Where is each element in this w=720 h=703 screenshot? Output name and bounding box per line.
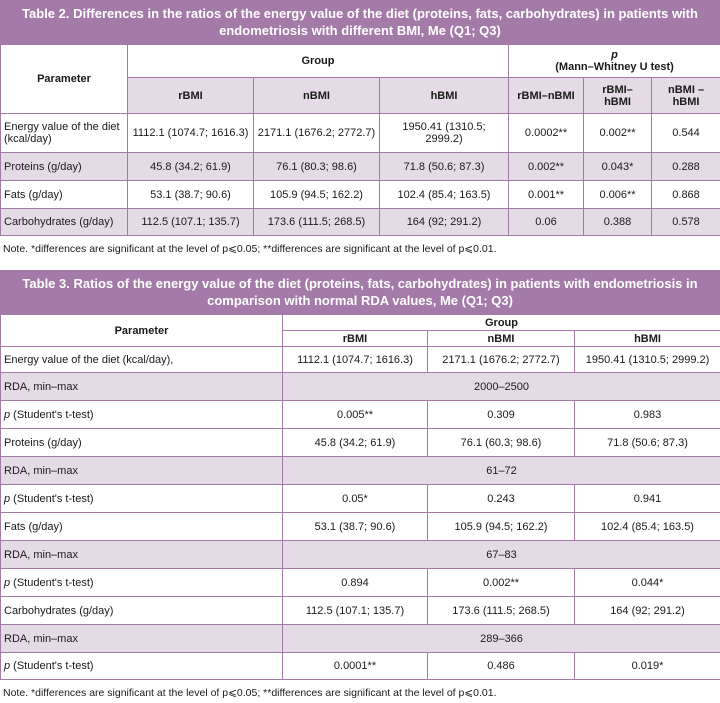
- table-row: [1, 541, 720, 569]
- table3-header-row: [1, 315, 720, 331]
- cell-p2: 0.006**: [584, 181, 652, 209]
- cell-hbmi: 164 (92; 291.2): [380, 209, 509, 236]
- cell-nbmi: 0.486: [428, 653, 575, 680]
- table-row: [1, 653, 720, 680]
- table-row: [1, 429, 720, 457]
- table-row: [1, 181, 720, 209]
- cell-rbmi: 0.005**: [283, 401, 428, 429]
- table-row: [1, 209, 720, 236]
- cell-rda-range: 61–72: [283, 457, 720, 485]
- row-param: p (Student's t-test): [1, 653, 283, 680]
- table2-p-header: [509, 45, 720, 78]
- p-symbol: p: [4, 408, 11, 421]
- cell-p1: 0.001**: [509, 181, 584, 209]
- row-param: Fats (g/day): [1, 513, 283, 541]
- table-row: [1, 625, 720, 653]
- row-param: RDA, min–max: [1, 625, 283, 653]
- table-row: [1, 569, 720, 597]
- cell-p2: 0.002**: [584, 114, 652, 153]
- cell-p3: 0.288: [652, 153, 720, 181]
- table2-header-row: [1, 45, 720, 78]
- cell-p3: 0.578: [652, 209, 720, 236]
- cell-p3: 0.868: [652, 181, 720, 209]
- cell-nbmi: 76.1 (80.3; 98.6): [254, 153, 380, 181]
- cell-nbmi: 0.309: [428, 401, 575, 429]
- table2-group-header: Group: [128, 45, 509, 78]
- table2-note: Note. *differences are significant at the level of p⩽0.05; **differences are significant at the level of p⩽0.01.: [3, 243, 497, 255]
- cell-rbmi: 112.5 (107.1; 135.7): [128, 209, 254, 236]
- row-param: Energy value of the diet (kcal/day): [1, 114, 128, 153]
- table3-col-nbmi: nBMI: [428, 331, 575, 347]
- cell-rbmi: 45.8 (34.2; 61.9): [283, 429, 428, 457]
- cell-rbmi: 53.1 (38.7; 90.6): [128, 181, 254, 209]
- cell-rbmi: 0.0001**: [283, 653, 428, 680]
- cell-nbmi: 105.9 (94.5; 162.2): [254, 181, 380, 209]
- p-symbol: p: [4, 660, 11, 672]
- cell-p3: 0.544: [652, 114, 720, 153]
- table3-group-header: Group: [283, 315, 720, 331]
- cell-nbmi: 0.002**: [428, 569, 575, 597]
- cell-rbmi: 1112.1 (1074.7; 1616.3): [283, 347, 428, 373]
- cell-p2: 0.388: [584, 209, 652, 236]
- cell-nbmi: 2171.1 (1676.2; 2772.7): [254, 114, 380, 153]
- cell-p1: 0.002**: [509, 153, 584, 181]
- table-row: [1, 153, 720, 181]
- row-param: Proteins (g/day): [1, 153, 128, 181]
- table2-col-pair1: rBMI–nBMI: [509, 78, 584, 114]
- cell-hbmi: 0.019*: [575, 653, 720, 680]
- row-param: RDA, min–max: [1, 373, 283, 401]
- cell-hbmi: 102.4 (85.4; 163.5): [380, 181, 509, 209]
- row-param: p (Student's t-test): [1, 485, 283, 513]
- cell-rbmi: 112.5 (107.1; 135.7): [283, 597, 428, 625]
- row-param: Energy value of the diet (kcal/day),: [1, 347, 283, 373]
- cell-hbmi: 0.044*: [575, 569, 720, 597]
- table-row: [1, 401, 720, 429]
- table2-col-pair2: rBMI–hBMI: [584, 78, 652, 114]
- table2-parameter-header: Parameter: [1, 45, 128, 114]
- table2: [0, 44, 720, 236]
- table2-block: [0, 0, 720, 256]
- row-param: Proteins (g/day): [1, 429, 283, 457]
- cell-nbmi: 0.243: [428, 485, 575, 513]
- table2-caption: Table 2. Differences in the ratios of the energy value of the diet (proteins, fats, carbohydrates) in patients with endometriosis with different BMI, Me (Q1; Q3): [0, 0, 720, 44]
- cell-nbmi: 173.6 (111.5; 268.5): [254, 209, 380, 236]
- cell-hbmi: 1950.41 (1310.5; 2999.2): [575, 347, 720, 373]
- table-row: [1, 457, 720, 485]
- cell-nbmi: 105.9 (94.5; 162.2): [428, 513, 575, 541]
- table3-col-hbmi: hBMI: [575, 331, 720, 347]
- p-symbol: p: [4, 492, 11, 505]
- cell-rbmi: 1112.1 (1074.7; 1616.3): [128, 114, 254, 153]
- table3-col-rbmi: rBMI: [283, 331, 428, 347]
- table3-block: [0, 270, 720, 700]
- table-row: [1, 347, 720, 373]
- table-row: [1, 597, 720, 625]
- row-param: p (Student's t-test): [1, 569, 283, 597]
- row-param: Carbohydrates (g/day): [1, 597, 283, 625]
- row-param: Fats (g/day): [1, 181, 128, 209]
- cell-rda-range: 67–83: [283, 541, 720, 569]
- table-row: [1, 114, 720, 153]
- row-param: RDA, min–max: [1, 457, 283, 485]
- p-symbol: p: [4, 576, 11, 589]
- table-row: [1, 485, 720, 513]
- table2-col-nbmi: nBMI: [254, 78, 380, 114]
- cell-p2: 0.043*: [584, 153, 652, 181]
- cell-hbmi: 0.983: [575, 401, 720, 429]
- cell-p1: 0.06: [509, 209, 584, 236]
- table3-caption: Table 3. Ratios of the energy value of the diet (proteins, fats, carbohydrates) in patients with endometriosis in comparison with normal RDA values, Me (Q1; Q3): [0, 270, 720, 314]
- table2-col-rbmi: rBMI: [128, 78, 254, 114]
- cell-rbmi: 45.8 (34.2; 61.9): [128, 153, 254, 181]
- table2-col-pair3: nBMI –hBMI: [652, 78, 720, 114]
- table3-note: Note. *differences are significant at the level of p⩽0.05; **differences are significant at the level of p⩽0.01.: [3, 687, 497, 699]
- cell-hbmi: 1950.41 (1310.5; 2999.2): [380, 114, 509, 153]
- cell-hbmi: 164 (92; 291.2): [575, 597, 720, 625]
- row-param: p (Student's t-test): [1, 401, 283, 429]
- row-param: RDA, min–max: [1, 541, 283, 569]
- table-row: [1, 513, 720, 541]
- cell-hbmi: 71.8 (50.6; 87.3): [575, 429, 720, 457]
- row-param: Carbohydrates (g/day): [1, 209, 128, 236]
- cell-rda-range: 289–366: [283, 625, 720, 653]
- cell-rbmi: 0.894: [283, 569, 428, 597]
- cell-rda-range: 2000–2500: [283, 373, 720, 401]
- cell-nbmi: 76.1 (60.3; 98.6): [428, 429, 575, 457]
- cell-rbmi: 53.1 (38.7; 90.6): [283, 513, 428, 541]
- table3: [0, 314, 720, 680]
- table2-p-test: (Mann–Whitney U test): [555, 61, 674, 73]
- table2-p-symbol: p: [611, 49, 618, 61]
- cell-rbmi: 0.05*: [283, 485, 428, 513]
- cell-nbmi: 173.6 (111.5; 268.5): [428, 597, 575, 625]
- cell-hbmi: 71.8 (50.6; 87.3): [380, 153, 509, 181]
- cell-hbmi: 102.4 (85.4; 163.5): [575, 513, 720, 541]
- table-row: [1, 373, 720, 401]
- cell-p1: 0.0002**: [509, 114, 584, 153]
- table2-col-hbmi: hBMI: [380, 78, 509, 114]
- table3-parameter-header: Parameter: [1, 315, 283, 347]
- cell-hbmi: 0.941: [575, 485, 720, 513]
- table3-body: [1, 347, 720, 680]
- cell-nbmi: 2171.1 (1676.2; 2772.7): [428, 347, 575, 373]
